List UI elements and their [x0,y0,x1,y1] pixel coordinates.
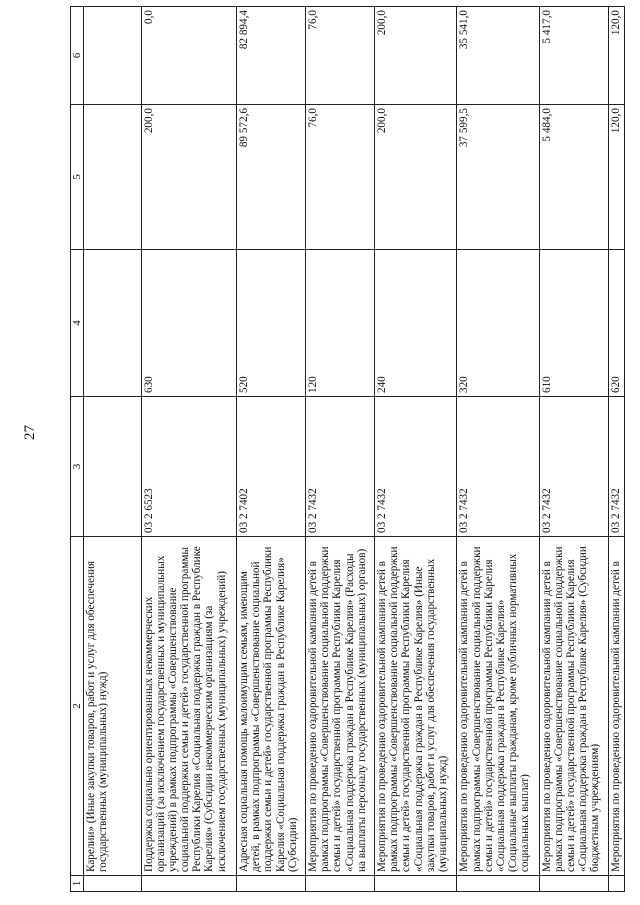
target-code-cell: 03 2 7432 [539,397,608,537]
row-index-cell [375,876,457,892]
description-cell: Карелии» (Иные закупки товаров, работ и услуг для обеспечения государственных (муниципальных) нужд) [84,537,142,876]
row-index-cell [608,876,624,892]
table-row [375,7,457,892]
description-cell: Адресная социальная помощь малоимущим семьям, имеющим детей, в рамках подпрограммы «Совершенствование социальной поддержки семьи и детей» государственной программы Республики Карелия «Социальная поддержка граждан в Республике Карелия» (Субсидии) [237,537,306,876]
column-header: 2 [71,537,84,876]
table-row [539,7,608,892]
amount-cell: 200,0 [142,105,237,250]
row-index-cell [84,876,142,892]
amount-cell: 5 417,0 [539,7,608,105]
expense-type-cell: 240 [375,250,457,397]
amount-cell: 37 599,5 [457,105,539,250]
row-index-cell [457,876,539,892]
table-row [457,7,539,892]
amount-cell: 0,0 [142,7,237,105]
table-row [142,7,237,892]
column-header: 3 [71,397,84,537]
column-header: 4 [71,250,84,397]
target-code-cell: 03 2 7432 [375,397,457,537]
row-index-cell [306,876,375,892]
amount-cell: 120,0 [608,7,624,105]
amount-cell [84,105,142,250]
description-cell: Мероприятия по проведению оздоровительной кампании детей в [608,537,624,876]
page-number: 27 [22,425,38,440]
column-header: 5 [71,105,84,250]
amount-cell: 82 894,4 [237,7,306,105]
expense-type-cell: 610 [539,250,608,397]
header-row [71,7,84,892]
amount-cell: 89 572,6 [237,105,306,250]
table-row [306,7,375,892]
amount-cell [84,7,142,105]
expense-type-cell: 630 [142,250,237,397]
expense-type-cell: 120 [306,250,375,397]
table-row [237,7,306,892]
expense-type-cell [84,250,142,397]
target-code-cell: 03 2 7432 [608,397,624,537]
target-code-cell: 03 2 7432 [457,397,539,537]
amount-cell: 200,0 [375,7,457,105]
amount-cell: 35 541,0 [457,7,539,105]
budget-table [70,6,625,892]
target-code-cell: 03 2 7432 [306,397,375,537]
row-index-cell [539,876,608,892]
rotated-page-content [70,7,625,892]
description-cell: Мероприятия по проведению оздоровительной кампании детей в рамках подпрограммы «Совершенствование социальной поддержки семьи и детей» государственной программы Республики Карелия «Социальная поддержка граждан в Республике Карелия» (Социальные выплаты гражданам, кроме публичных нормативных социальных выплат) [457,537,539,876]
expense-type-cell: 320 [457,250,539,397]
table-row [84,7,142,892]
target-code-cell [84,397,142,537]
amount-cell: 120,0 [608,105,624,250]
description-cell: Поддержка социально ориентированных некоммерческих организаций (за исключением государственных и муниципальных учреждений) в рамках подпрограммы «Совершенствование социальной поддержки семьи и детей» государственной программы Республики Карелия «Социальная поддержка граждан в Республике Карелия» (Субсидии некоммерческим организациям (за исключением государственных (муниципальных) учреждений) [142,537,237,876]
description-cell: Мероприятия по проведению оздоровительной кампании детей в рамках подпрограммы «Совершенствование социальной поддержки семьи и детей» государственной программы Республики Карелия «Социальная поддержка граждан в Республике Карелия» (Расходы на выплаты персоналу государственных (муниципальных) органов) [306,537,375,876]
target-code-cell: 03 2 7402 [237,397,306,537]
row-index-cell [237,876,306,892]
amount-cell: 76,0 [306,7,375,105]
row-index-cell [142,876,237,892]
amount-cell: 200,0 [375,105,457,250]
expense-type-cell: 620 [608,250,624,397]
column-header: 1 [71,876,84,892]
table-row [608,7,624,892]
target-code-cell: 03 2 6523 [142,397,237,537]
description-cell: Мероприятия по проведению оздоровительной кампании детей в рамках подпрограммы «Совершенствование социальной поддержки семьи и детей» государственной программы Республики Карелия «Социальная поддержка граждан в Республике Карелия» (Субсидии бюджетным учреждениям) [539,537,608,876]
column-header: 6 [71,7,84,105]
amount-cell: 76,0 [306,105,375,250]
amount-cell: 5 484,0 [539,105,608,250]
expense-type-cell: 520 [237,250,306,397]
description-cell: Мероприятия по проведению оздоровительной кампании детей в рамках подпрограммы «Совершенствование социальной поддержки семьи и детей» государственной программы Республики Карелия «Социальная поддержка граждан в Республике Карелия» (Иные закупки товаров, работ и услуг для обеспечения государственных (муниципальных) нужд) [375,537,457,876]
